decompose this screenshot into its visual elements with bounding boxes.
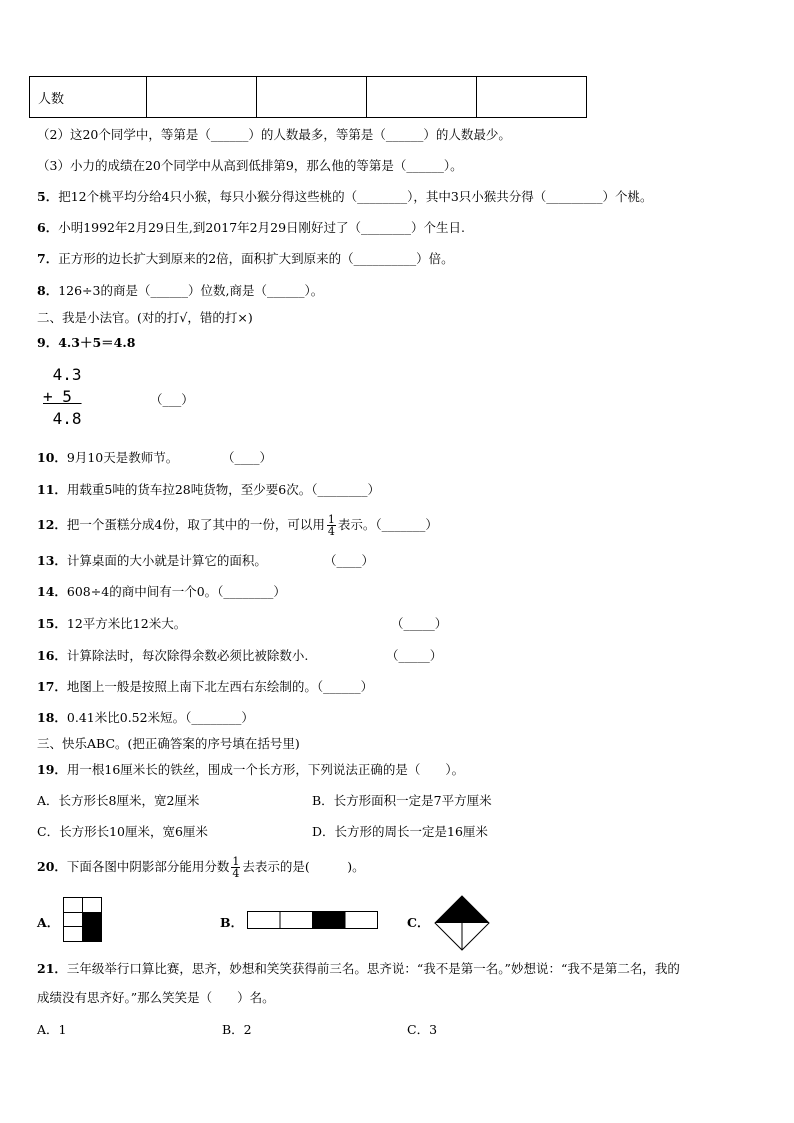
- question-text: 三年级举行口算比赛，思齐，妙想和笑笑获得前三名。思齐说：“我不是第一名。”妙想说：“我不是第二名，我的: [66, 961, 680, 976]
- option-c: C．3: [407, 1022, 438, 1037]
- option-b-label: B．: [220, 915, 244, 930]
- question-number: 12．: [37, 517, 67, 532]
- question-number: 16．: [37, 648, 67, 663]
- question-text: 把12个桃平均分给4只小猴，每只小猴分得这些桃的（________），其中3只小猴共分得（_________）个桃。: [58, 189, 653, 204]
- question-number: 17．: [37, 679, 67, 694]
- question-number: 14．: [37, 584, 67, 599]
- question-4-2: （2）这20个同学中，等第是（______）的人数最多，等第是（______）的人数最少。: [37, 127, 511, 142]
- question-text: 把一个蛋糕分成4份，取了其中的一份，可以用: [66, 517, 325, 532]
- question-number: 20．: [37, 859, 67, 874]
- question-number: 9．: [37, 335, 59, 350]
- question-20: [37, 854, 365, 880]
- figure-a: [63, 897, 103, 943]
- question-number: 10．: [37, 450, 67, 465]
- question-16: [37, 648, 308, 664]
- question-5: [37, 189, 653, 205]
- question-text: 计算桌面的大小就是计算它的面积。: [66, 553, 267, 568]
- question-21-line-2: 成绩没有思齐好。”那么笑笑是（ ）名。: [37, 990, 275, 1005]
- option-c: C．长方形长10厘米，宽6厘米: [37, 824, 208, 839]
- question-text: 9月10天是教师节。: [66, 450, 179, 465]
- figure-b: [247, 911, 379, 930]
- option-b: B．长方形面积一定是7平方厘米: [312, 793, 492, 808]
- option-b: B．2: [222, 1022, 252, 1037]
- question-11: [37, 482, 380, 498]
- question-19: [37, 762, 464, 778]
- answer-blank[interactable]: （____）: [324, 553, 375, 568]
- question-12: [37, 512, 438, 538]
- question-text: 126÷3的商是（______）位数,商是（______）。: [58, 283, 324, 298]
- question-text: 4.3＋5＝4.8: [58, 335, 136, 350]
- question-7: [37, 251, 454, 267]
- question-15: [37, 616, 186, 632]
- section-2-heading: 二、我是小法官。(对的打√，错的打×): [37, 310, 253, 325]
- question-18: [37, 710, 254, 726]
- answer-blank[interactable]: （____）: [222, 450, 273, 465]
- question-10: [37, 450, 178, 466]
- question-number: 21．: [37, 961, 67, 976]
- option-a: A．1: [37, 1022, 67, 1037]
- fraction-numerator: 1: [232, 855, 240, 868]
- question-8: [37, 283, 323, 299]
- calc-line-2: + 5: [43, 387, 82, 406]
- question-21-line-1: [37, 961, 680, 977]
- question-text: 用一根16厘米长的铁丝，围成一个长方形，下列说法正确的是（ ）。: [66, 762, 465, 777]
- question-number: 6．: [37, 220, 59, 235]
- question-number: 15．: [37, 616, 67, 631]
- table-row-header: 人数: [30, 77, 147, 118]
- question-17: [37, 679, 373, 695]
- vertical-calculation: [43, 364, 82, 430]
- question-text: 0.41米比0.52米短。（________）: [66, 710, 254, 725]
- question-number: 7．: [37, 251, 59, 266]
- section-3-heading: 三、快乐ABC。(把正确答案的序号填在括号里): [37, 736, 300, 751]
- fraction: [327, 514, 336, 537]
- question-4-3: （3）小力的成绩在20个同学中从高到低排第9，那么他的等第是（______）。: [37, 158, 463, 173]
- calc-line-1: 4.3: [43, 365, 82, 384]
- fraction-denominator: 4: [327, 525, 335, 538]
- calc-line-3: 4.8: [43, 409, 82, 428]
- answer-blank[interactable]: （_____）: [391, 616, 448, 631]
- question-text: 12平方米比12米大。: [66, 616, 187, 631]
- question-14: [37, 584, 286, 600]
- question-text: 608÷4的商中间有一个0。（________）: [66, 584, 286, 599]
- question-text: 去表示的是( )。: [242, 859, 365, 874]
- question-text: 地图上一般是按照上南下北左西右东绘制的。（______）: [66, 679, 374, 694]
- question-text: 表示。（_______）: [337, 517, 438, 532]
- fraction-denominator: 4: [232, 867, 240, 880]
- table-cell: [257, 77, 367, 118]
- option-d: D．长方形的周长一定是16厘米: [312, 824, 488, 839]
- question-text: 正方形的边长扩大到原来的2倍，面积扩大到原来的（__________）倍。: [58, 251, 454, 266]
- question-6: [37, 220, 465, 236]
- question-number: 5．: [37, 189, 59, 204]
- question-number: 18．: [37, 710, 67, 725]
- table-row: [30, 77, 587, 118]
- option-a: A．长方形长8厘米，宽2厘米: [37, 793, 200, 808]
- question-number: 11．: [37, 482, 67, 497]
- option-c-label: C．: [407, 915, 430, 930]
- figure-c: [434, 895, 490, 951]
- question-number: 13．: [37, 553, 67, 568]
- question-number: 19．: [37, 762, 67, 777]
- question-text: 小明1992年2月29日生,到2017年2月29日刚好过了（________）个生日.: [58, 220, 465, 235]
- question-9: [37, 335, 135, 351]
- answer-blank[interactable]: （___）: [150, 392, 194, 407]
- option-a-label: A．: [37, 915, 60, 930]
- fraction: [231, 856, 240, 879]
- score-table: [29, 76, 587, 118]
- question-13: [37, 553, 267, 569]
- question-text: 用载重5吨的货车拉28吨货物，至少要6次。（________）: [66, 482, 380, 497]
- table-cell: [477, 77, 587, 118]
- question-number: 8．: [37, 283, 59, 298]
- table-cell: [147, 77, 257, 118]
- question-text: 下面各图中阴影部分能用分数: [66, 859, 230, 874]
- table-cell: [367, 77, 477, 118]
- question-text: 计算除法时，每次除得余数必须比被除数小.: [66, 648, 309, 663]
- answer-blank[interactable]: （_____）: [386, 648, 443, 663]
- fraction-numerator: 1: [327, 513, 335, 526]
